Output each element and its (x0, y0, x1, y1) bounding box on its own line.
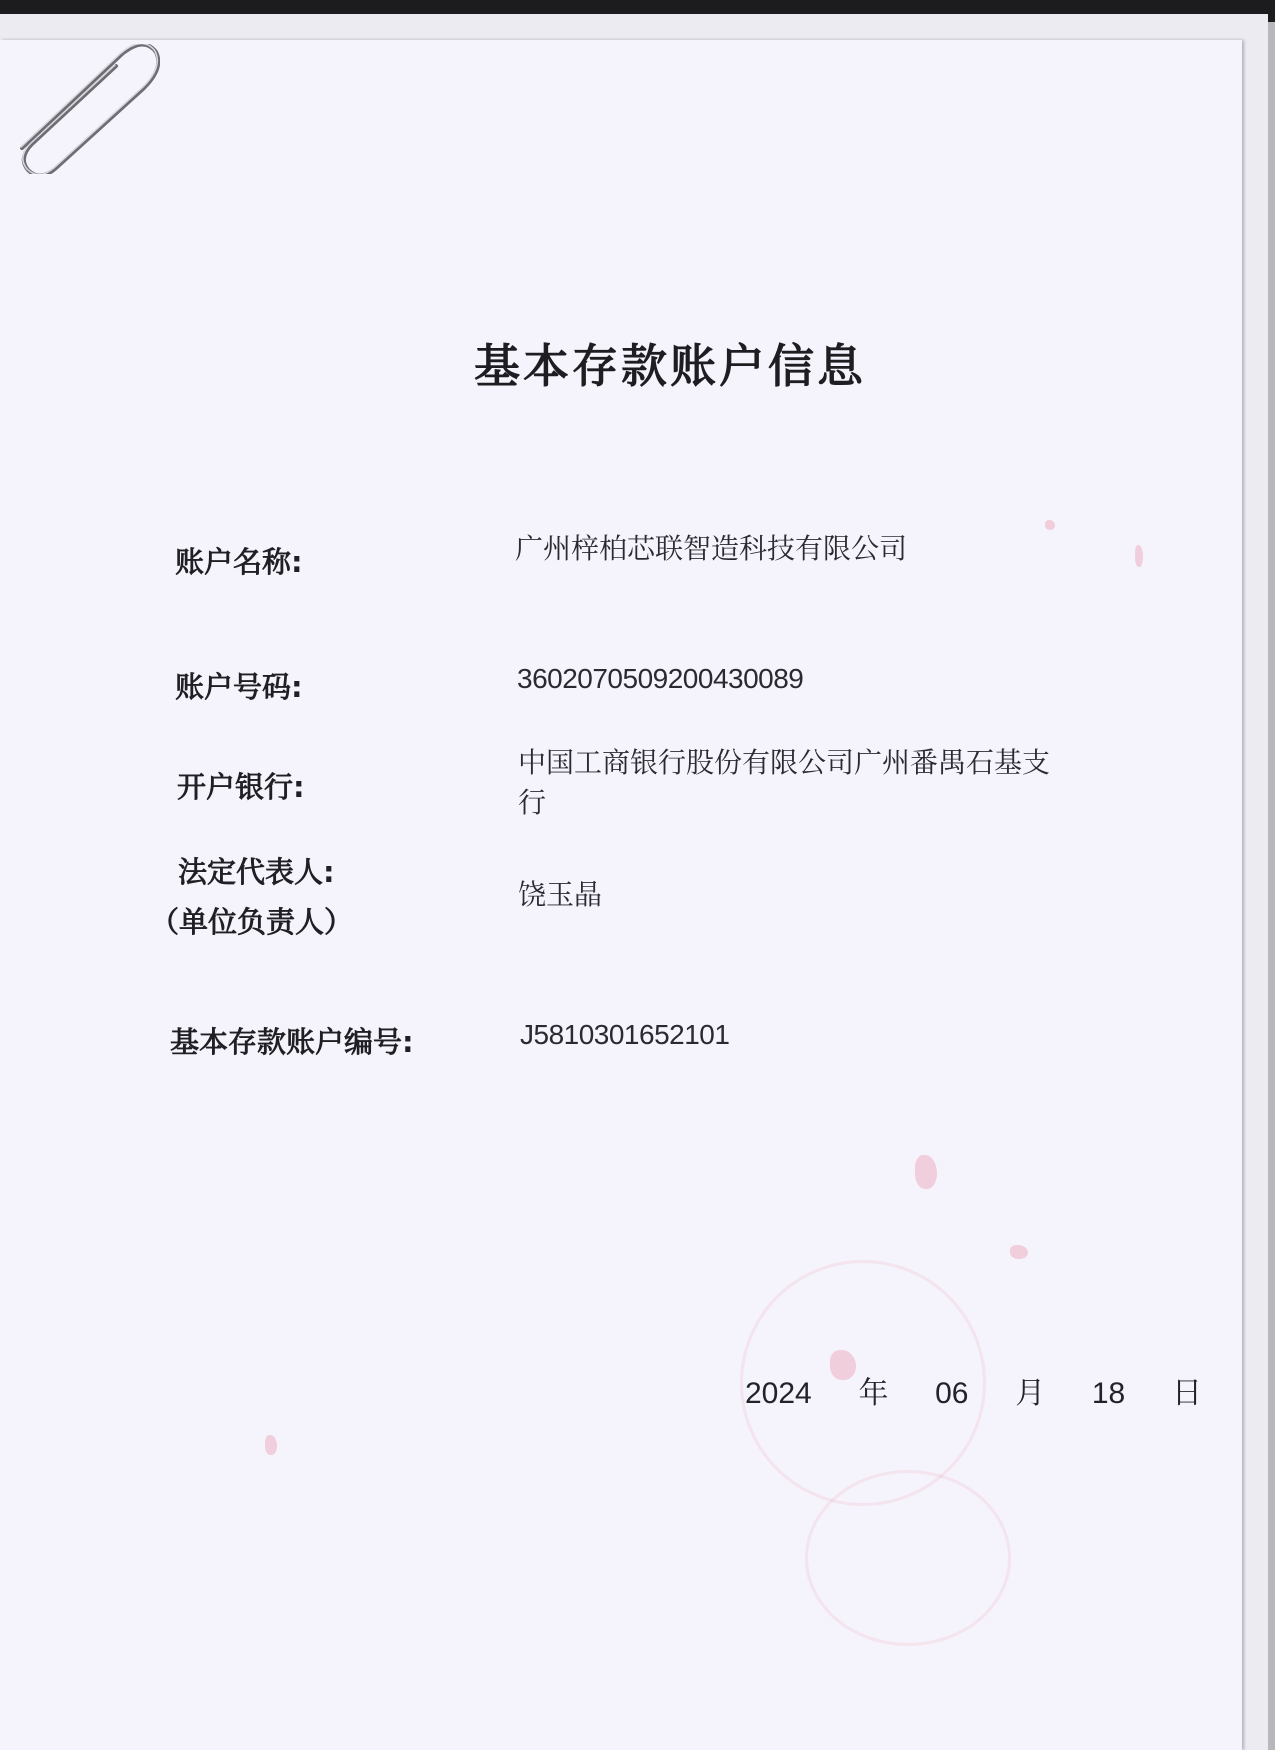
account-number-label: 账户号码: (175, 670, 303, 704)
bank-value-line1: 中国工商银行股份有限公司广州番禺石基支 (518, 746, 1051, 779)
date-day-unit: 日 (1171, 1376, 1202, 1411)
stamp-ink-mark (915, 1155, 937, 1189)
bank-value-line2: 行 (518, 786, 547, 819)
legal-rep-value: 饶玉晶 (518, 878, 603, 911)
document-title: 基本存款账户信息 (474, 339, 866, 393)
stamp-ink-mark (1010, 1245, 1028, 1259)
stamp-ink-mark (1045, 520, 1055, 530)
legal-rep-sublabel: （单位负责人） (150, 905, 354, 939)
date-day: 18 (1091, 1377, 1126, 1410)
bank-label: 开户银行: (177, 770, 305, 804)
date-year-unit: 年 (858, 1376, 889, 1411)
paperclip-icon (10, 44, 160, 174)
account-name-label: 账户名称: (175, 545, 303, 579)
date-month: 06 (935, 1377, 969, 1410)
stamp-ink-mark (1135, 545, 1143, 567)
account-number-value: 3602070509200430089 (517, 663, 804, 694)
legal-rep-label: 法定代表人: (178, 855, 335, 889)
basic-account-id-label: 基本存款账户编号: (170, 1025, 414, 1059)
date-year: 2024 (745, 1377, 812, 1410)
account-name-value: 广州梓柏芯联智造科技有限公司 (515, 532, 908, 565)
basic-account-id-value: J5810301652101 (520, 1019, 730, 1050)
date-month-unit: 月 (1015, 1376, 1046, 1411)
stamp-ink-mark (265, 1435, 277, 1455)
document-page (0, 40, 1242, 1750)
issue-date (745, 1368, 1202, 1412)
faint-seal-stamp-lower (805, 1470, 1011, 1646)
